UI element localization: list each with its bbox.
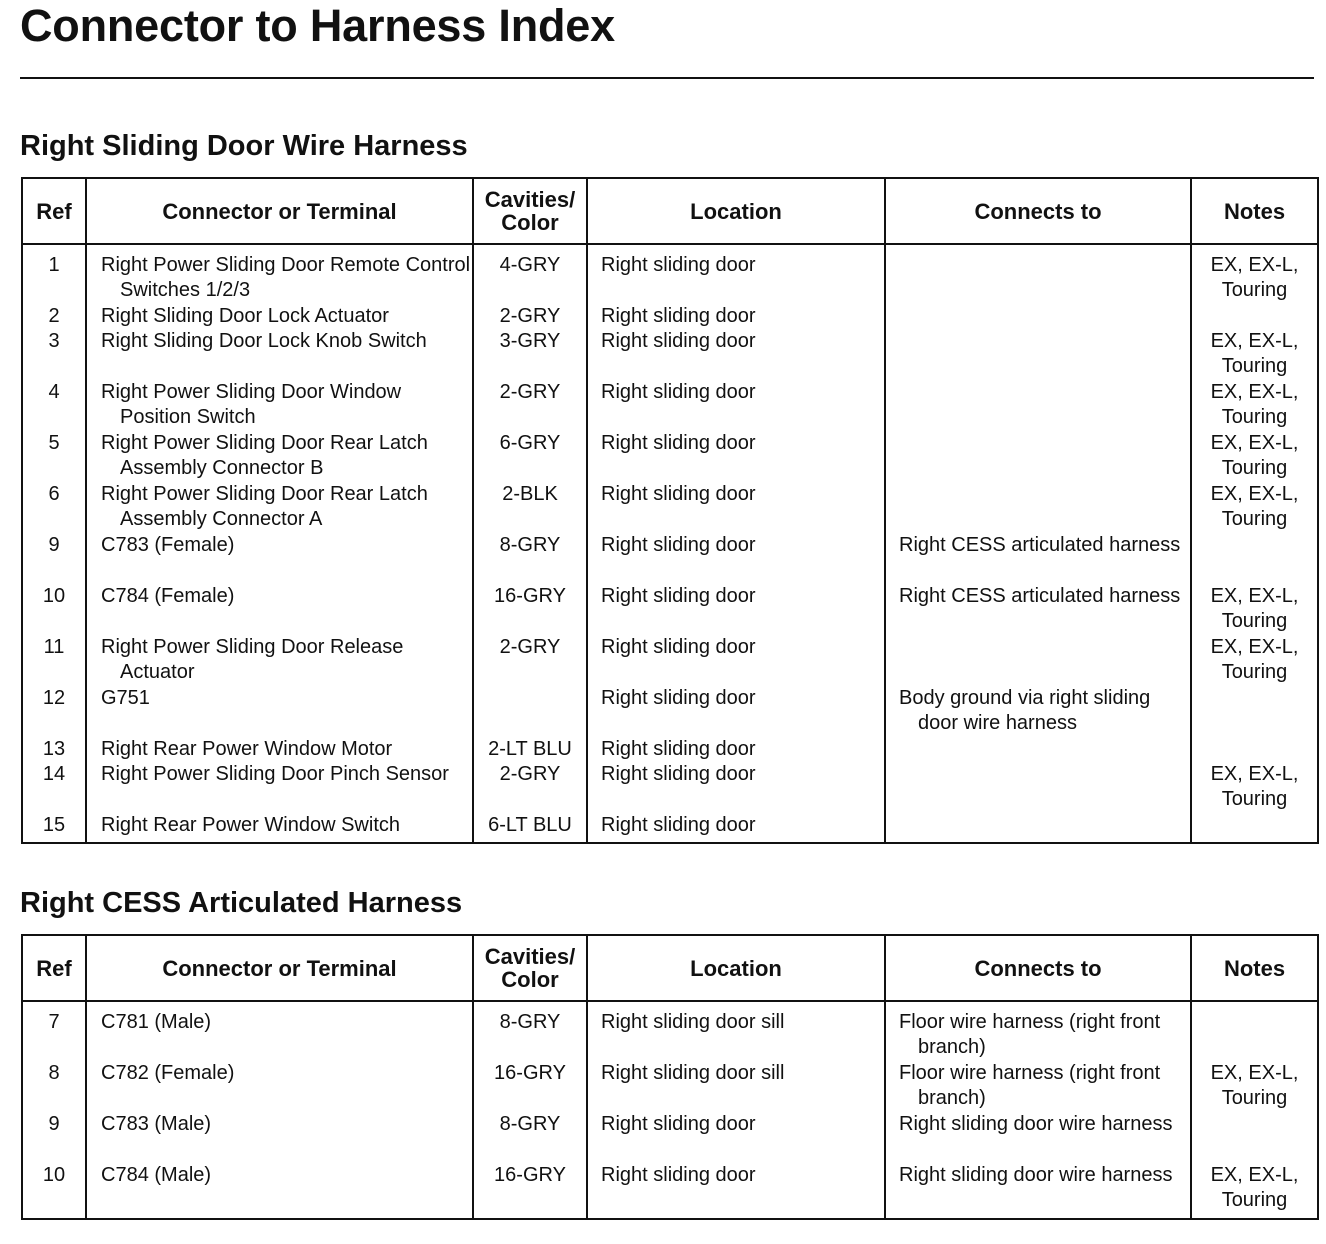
cell-connector (86, 1163, 473, 1219)
cell-connector-text: C783 (Male) (101, 1113, 212, 1135)
cell-notes: EX, EX-L, Touring (1191, 244, 1318, 304)
cell-ref: 7 (22, 1001, 86, 1061)
table-header-row (22, 178, 1318, 244)
cell-connects (885, 1061, 1191, 1112)
column-header-location: Location (587, 178, 885, 244)
cell-ref: 12 (22, 686, 86, 737)
cell-location: Right sliding door (587, 329, 885, 380)
cell-notes: EX, EX-L, Touring (1191, 762, 1318, 813)
cell-notes: EX, EX-L, Touring (1191, 482, 1318, 533)
column-header-connects: Connects to (885, 935, 1191, 1001)
cell-cavities: 8-GRY (473, 1112, 587, 1163)
cell-location: Right sliding door (587, 1163, 885, 1219)
column-header-connector: Connector or Terminal (86, 178, 473, 244)
cell-notes: EX, EX-L, Touring (1191, 380, 1318, 431)
cell-connector-text: C783 (Female) (101, 534, 235, 556)
cell-cavities: 16-GRY (473, 1163, 587, 1219)
cell-connector (86, 380, 473, 431)
cell-cavities: 16-GRY (473, 584, 587, 635)
table-row (22, 1112, 1318, 1163)
cell-connector-text: Right Power Sliding Door Pinch Sensor (101, 763, 449, 785)
column-header-notes: Notes (1191, 935, 1318, 1001)
cell-cavities: 3-GRY (473, 329, 587, 380)
page-title: Connector to Harness Index (20, 0, 615, 51)
cell-cavities: 2-LT BLU (473, 737, 587, 762)
section-title: Right Sliding Door Wire Harness (20, 130, 468, 162)
cell-cavities: 2-BLK (473, 482, 587, 533)
cell-notes (1191, 1112, 1318, 1163)
cell-ref: 13 (22, 737, 86, 762)
column-header-ref: Ref (22, 935, 86, 1001)
cell-notes: EX, EX-L, Touring (1191, 329, 1318, 380)
cell-location: Right sliding door (587, 584, 885, 635)
cell-connects (885, 1163, 1191, 1219)
cell-connector (86, 737, 473, 762)
cell-cavities: 2-GRY (473, 635, 587, 686)
cell-cavities: 4-GRY (473, 244, 587, 304)
cell-notes (1191, 737, 1318, 762)
cell-ref: 8 (22, 1061, 86, 1112)
cell-connector-text: Right Rear Power Window Switch (101, 814, 400, 836)
cell-notes: EX, EX-L, Touring (1191, 1061, 1318, 1112)
cell-location: Right sliding door sill (587, 1061, 885, 1112)
cell-connector-text: C781 (Male) (101, 1011, 212, 1033)
cell-connector-text: Right Power Sliding Door Remote Control Switches 1/2/3 (101, 254, 471, 301)
table-row (22, 533, 1318, 584)
cell-notes (1191, 533, 1318, 584)
table-row (22, 737, 1318, 762)
cell-connector (86, 533, 473, 584)
cell-connects (885, 533, 1191, 584)
cell-notes: EX, EX-L, Touring (1191, 431, 1318, 482)
cell-connector-text: C784 (Male) (101, 1164, 212, 1186)
cell-connector (86, 1061, 473, 1112)
cell-location: Right sliding door (587, 482, 885, 533)
cell-notes: EX, EX-L, Touring (1191, 635, 1318, 686)
cell-connector-text: Right Power Sliding Door Window Position Switch (101, 381, 402, 428)
harness-table-right-sliding-door (21, 177, 1319, 844)
cell-connects (885, 244, 1191, 304)
cell-ref: 10 (22, 1163, 86, 1219)
cell-connector-text: Right Sliding Door Lock Knob Switch (101, 330, 427, 352)
cell-connector-text: G751 (101, 687, 150, 709)
cell-connector (86, 304, 473, 329)
cell-connects (885, 686, 1191, 737)
table-row (22, 635, 1318, 686)
table-row (22, 244, 1318, 304)
cell-connector (86, 686, 473, 737)
cell-location: Right sliding door (587, 533, 885, 584)
cell-connector (86, 813, 473, 843)
cell-connects-text: Body ground via right sliding door wire harness (899, 687, 1151, 734)
cell-connector (86, 1001, 473, 1061)
cell-connector-text: Right Power Sliding Door Rear Latch Assembly Connector B (101, 432, 428, 479)
cell-ref: 1 (22, 244, 86, 304)
cell-connects-text: Right sliding door wire harness (899, 1113, 1173, 1135)
column-header-cavities: Cavities/ Color (473, 178, 587, 244)
table-row (22, 380, 1318, 431)
cell-notes (1191, 686, 1318, 737)
cell-cavities: 16-GRY (473, 1061, 587, 1112)
cell-ref: 9 (22, 533, 86, 584)
cell-location: Right sliding door (587, 244, 885, 304)
column-header-location: Location (587, 935, 885, 1001)
cell-connects-text: Right sliding door wire harness (899, 1164, 1173, 1186)
cell-ref: 4 (22, 380, 86, 431)
cell-connects (885, 380, 1191, 431)
cell-connector-text: Right Sliding Door Lock Actuator (101, 305, 389, 327)
cell-location: Right sliding door sill (587, 1001, 885, 1061)
cell-location: Right sliding door (587, 686, 885, 737)
cell-location: Right sliding door (587, 380, 885, 431)
cell-connector (86, 584, 473, 635)
cell-connects (885, 584, 1191, 635)
cell-connects (885, 1112, 1191, 1163)
cell-location: Right sliding door (587, 635, 885, 686)
cell-ref: 10 (22, 584, 86, 635)
cell-connects (885, 482, 1191, 533)
table-row (22, 1001, 1318, 1061)
cell-location: Right sliding door (587, 762, 885, 813)
column-header-ref: Ref (22, 178, 86, 244)
cell-notes (1191, 304, 1318, 329)
table-header-row (22, 935, 1318, 1001)
column-header-cavities: Cavities/ Color (473, 935, 587, 1001)
cell-ref: 6 (22, 482, 86, 533)
cell-ref: 11 (22, 635, 86, 686)
cell-connector-text: C784 (Female) (101, 585, 235, 607)
cell-notes: EX, EX-L, Touring (1191, 584, 1318, 635)
column-header-connector: Connector or Terminal (86, 935, 473, 1001)
cell-ref: 2 (22, 304, 86, 329)
column-header-connects: Connects to (885, 178, 1191, 244)
table-row (22, 1061, 1318, 1112)
cell-cavities: 2-GRY (473, 304, 587, 329)
table-row (22, 1163, 1318, 1219)
table-row (22, 762, 1318, 813)
cell-connects-text: Right CESS articulated harness (899, 585, 1181, 607)
cell-connects-text: Right CESS articulated harness (899, 534, 1181, 556)
cell-connector (86, 482, 473, 533)
cell-connects (885, 304, 1191, 329)
cell-cavities (473, 686, 587, 737)
cell-ref: 3 (22, 329, 86, 380)
cell-connector-text: Right Rear Power Window Motor (101, 738, 393, 760)
harness-table-right-cess (21, 934, 1319, 1220)
cell-cavities: 8-GRY (473, 533, 587, 584)
cell-connects-text: Floor wire harness (right front branch) (899, 1062, 1161, 1109)
cell-connects (885, 1001, 1191, 1061)
title-divider (20, 77, 1314, 79)
table-row (22, 813, 1318, 843)
cell-ref: 15 (22, 813, 86, 843)
cell-connects (885, 329, 1191, 380)
cell-connects-text: Floor wire harness (right front branch) (899, 1011, 1161, 1058)
cell-connects (885, 431, 1191, 482)
cell-connector-text: Right Power Sliding Door Rear Latch Assembly Connector A (101, 483, 428, 530)
cell-cavities: 2-GRY (473, 762, 587, 813)
cell-connects (885, 813, 1191, 843)
cell-location: Right sliding door (587, 737, 885, 762)
cell-connects (885, 762, 1191, 813)
table-row (22, 431, 1318, 482)
cell-ref: 14 (22, 762, 86, 813)
cell-connects (885, 737, 1191, 762)
cell-notes (1191, 813, 1318, 843)
cell-notes: EX, EX-L, Touring (1191, 1163, 1318, 1219)
table-row (22, 329, 1318, 380)
cell-connector (86, 431, 473, 482)
table-row (22, 304, 1318, 329)
cell-connector (86, 329, 473, 380)
cell-location: Right sliding door (587, 431, 885, 482)
cell-connector (86, 244, 473, 304)
cell-connector-text: Right Power Sliding Door Release Actuator (101, 636, 404, 683)
table-row (22, 584, 1318, 635)
cell-cavities: 6-LT BLU (473, 813, 587, 843)
cell-connects (885, 635, 1191, 686)
cell-connector (86, 635, 473, 686)
cell-location: Right sliding door (587, 304, 885, 329)
cell-ref: 5 (22, 431, 86, 482)
column-header-notes: Notes (1191, 178, 1318, 244)
cell-connector (86, 762, 473, 813)
cell-connector-text: C782 (Female) (101, 1062, 235, 1084)
cell-cavities: 2-GRY (473, 380, 587, 431)
cell-location: Right sliding door (587, 813, 885, 843)
cell-connector (86, 1112, 473, 1163)
table-row (22, 482, 1318, 533)
cell-notes (1191, 1001, 1318, 1061)
section-title: Right CESS Articulated Harness (20, 887, 463, 919)
table-row (22, 686, 1318, 737)
cell-cavities: 6-GRY (473, 431, 587, 482)
cell-cavities: 8-GRY (473, 1001, 587, 1061)
cell-ref: 9 (22, 1112, 86, 1163)
cell-location: Right sliding door (587, 1112, 885, 1163)
